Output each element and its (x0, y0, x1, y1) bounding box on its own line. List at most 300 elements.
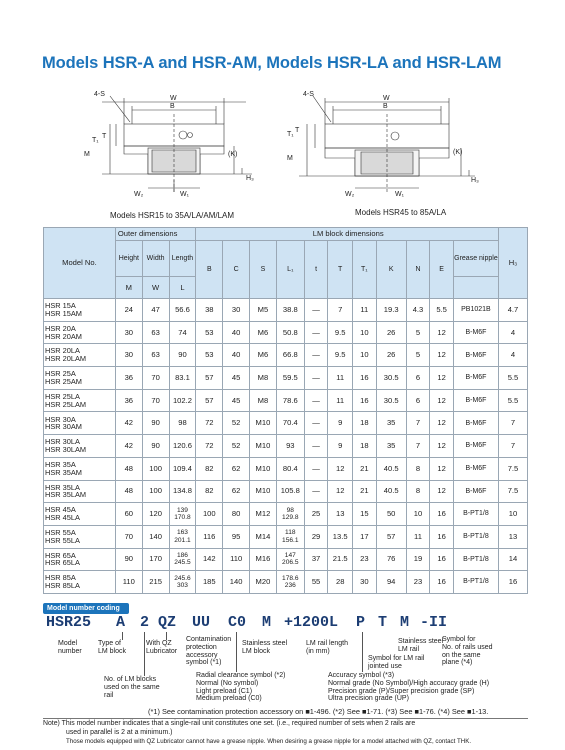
cell-w: 100 (142, 480, 169, 503)
code-accuracy: P (356, 614, 366, 631)
cell-w: 63 (142, 321, 169, 344)
cell-g: B-M6F (453, 389, 498, 412)
model-name: HSR 35A (45, 459, 76, 469)
value-a: 139 (176, 506, 188, 514)
block-diagram-small (82, 84, 272, 204)
value-a: 118 (285, 529, 296, 537)
table-row (44, 321, 528, 344)
cell-t1: 10 (353, 321, 377, 344)
value-b: 236 (284, 582, 296, 590)
cell-k: 30.5 (376, 389, 406, 412)
table-row (44, 457, 528, 480)
cell-k: 26 (376, 321, 406, 344)
cell-s: M20 (250, 571, 277, 594)
cell-s: M10 (250, 480, 277, 503)
code-jointed-rail: T (378, 614, 388, 631)
dim-t1-right: T₁ (287, 131, 294, 138)
header-outer-dimensions: Outer dimensions (115, 228, 195, 241)
dim-w-right: W (383, 95, 390, 102)
model-name: HSR 30A (45, 414, 76, 424)
code-stainless-rail: M (400, 614, 410, 631)
model-cell (44, 525, 116, 548)
cell-e: 16 (430, 503, 454, 526)
value-a: 186 (176, 552, 188, 560)
model-name-alt: HSR 20LAM (45, 354, 87, 364)
model-cell (44, 321, 116, 344)
leader-line (362, 632, 363, 672)
cell-s: M6 (250, 344, 277, 367)
cell-g: B-M6F (453, 344, 498, 367)
header-sym-l: L (169, 277, 196, 299)
cell-t: — (304, 344, 328, 367)
cell-k: 35 (376, 435, 406, 458)
cell-s: M8 (250, 367, 277, 390)
cell-l1 (276, 525, 304, 548)
cell-c: 95 (223, 525, 250, 548)
model-name-alt: HSR 15AM (45, 308, 82, 318)
cell-w: 70 (142, 389, 169, 412)
header-width: Width (142, 241, 169, 277)
model-name-alt: HSR 45LA (45, 513, 80, 523)
cell-h3: 7.5 (498, 457, 527, 480)
table-row (44, 412, 528, 435)
dim-w-left: W (170, 95, 177, 102)
dim-w2-left: W₂ (134, 191, 144, 198)
cell-k: 26 (376, 344, 406, 367)
cell-s: M10 (250, 435, 277, 458)
cell-b: 57 (196, 367, 223, 390)
cell-c: 110 (223, 548, 250, 571)
leader-line (122, 632, 123, 640)
cell-c: 52 (223, 412, 250, 435)
cell-w: 90 (142, 412, 169, 435)
model-cell (44, 480, 116, 503)
cell-l1: 66.8 (276, 344, 304, 367)
cell-e: 16 (430, 525, 454, 548)
cell-t: 13.5 (328, 525, 353, 548)
cell-l: 98 (169, 412, 196, 435)
cell-l1 (276, 571, 304, 594)
value-b: 245.5 (174, 559, 191, 567)
header-sym-0: B (196, 241, 223, 299)
value-b: 129.8 (282, 514, 299, 522)
cell-m: 24 (115, 299, 142, 322)
value-a: 178.6 (282, 574, 299, 582)
cell-h3: 10 (498, 503, 527, 526)
dim-w1-left: W₁ (180, 191, 189, 198)
cell-k: 57 (376, 525, 406, 548)
note-line-2: used in parallel is 2 at a minimum.) (66, 729, 173, 736)
dim-b-left: B (170, 103, 175, 110)
cell-l1: 80.4 (276, 457, 304, 480)
label-qz: With QZ Lubricator (146, 640, 178, 655)
cell-t1: 15 (353, 503, 377, 526)
cell-t: 9.5 (328, 344, 353, 367)
cell-t: 37 (304, 548, 328, 571)
cell-t1: 23 (353, 548, 377, 571)
cell-l (169, 571, 196, 594)
block-diagram-large (285, 84, 485, 204)
cell-n: 8 (406, 457, 430, 480)
cell-h3: 5.5 (498, 389, 527, 412)
model-name: HSR 25A (45, 369, 76, 379)
cell-w: 140 (142, 525, 169, 548)
header-model-no: Model No. (44, 228, 116, 299)
cell-g: B-M6F (453, 321, 498, 344)
model-name-alt: HSR 85LA (45, 581, 80, 591)
cell-t: — (304, 321, 328, 344)
header-block-dimensions: LM block dimensions (196, 228, 499, 241)
cell-c: 45 (223, 389, 250, 412)
label-block-type: Type of LM block (98, 640, 127, 655)
cell-m: 42 (115, 412, 142, 435)
header-grease-nipple: Grease nipple (453, 241, 498, 277)
value-b: 206.5 (282, 559, 299, 567)
value-b: 303 (176, 582, 188, 590)
cell-t: 9 (328, 435, 353, 458)
dim-t-left: T (102, 133, 107, 140)
model-name: HSR 45A (45, 505, 76, 515)
label-num-rails: Symbol for No. of rails used on the same plane (*4) (442, 636, 493, 667)
cell-c: 40 (223, 344, 250, 367)
cell-l: 109.4 (169, 457, 196, 480)
cell-n: 6 (406, 367, 430, 390)
cell-e: 5.5 (430, 299, 454, 322)
cell-c: 140 (223, 571, 250, 594)
cell-l (169, 548, 196, 571)
cell-h3: 7 (498, 412, 527, 435)
header-height: Height (115, 241, 142, 277)
cell-m: 36 (115, 389, 142, 412)
header-sym-5: T (328, 241, 353, 299)
cell-b: 72 (196, 412, 223, 435)
table-row (44, 525, 528, 548)
note-line-3: Those models equipped with QZ Lubricator cannot have a grease nipple. When desiring a grease nipple for a model attached with QZ, contact THK. (66, 738, 472, 745)
cell-t1: 10 (353, 344, 377, 367)
cell-h3: 16 (498, 571, 527, 594)
cell-t: 9 (328, 412, 353, 435)
cell-w: 47 (142, 299, 169, 322)
code-contamination: UU (192, 614, 211, 631)
table-row (44, 571, 528, 594)
leader-line (236, 632, 237, 672)
cell-e: 12 (430, 367, 454, 390)
cell-g: B-PT1/8 (453, 525, 498, 548)
cell-t1: 11 (353, 299, 377, 322)
model-cell (44, 503, 116, 526)
cell-k: 30.5 (376, 367, 406, 390)
cell-t: — (304, 435, 328, 458)
model-name-alt: HSR 35AM (45, 467, 82, 477)
footnote-references: (*1) See contamination protection accessory on ■1-496. (*2) See ■1-71. (*3) See ■1-76. (*4) See ■1-13. (148, 707, 489, 716)
cell-t: 11 (328, 367, 353, 390)
cell-h3: 4 (498, 321, 527, 344)
cell-h3: 4 (498, 344, 527, 367)
model-name-alt: HSR 30AM (45, 422, 82, 432)
table-row (44, 299, 528, 322)
label-stainless-rail: Stainless steel LM rail (398, 638, 444, 653)
cell-k: 40.5 (376, 480, 406, 503)
model-cell (44, 457, 116, 480)
value-b: 170.8 (174, 514, 191, 522)
model-cell (44, 548, 116, 571)
cell-m: 30 (115, 344, 142, 367)
model-cell (44, 367, 116, 390)
note-line-1: Note) This model number indicates that a single-rail unit constitutes one set. (i.e., required number of sets when 2 rails are (43, 720, 416, 727)
dim-m-right: M (287, 155, 293, 162)
cell-g: PB1021B (453, 299, 498, 322)
cell-t: 11 (328, 389, 353, 412)
cell-t: 25 (304, 503, 328, 526)
cell-s: M8 (250, 389, 277, 412)
model-cell (44, 344, 116, 367)
cell-h3: 7.5 (498, 480, 527, 503)
cell-w: 100 (142, 457, 169, 480)
model-name: HSR 65A (45, 550, 76, 560)
model-cell (44, 412, 116, 435)
code-model-number: HSR25 (46, 614, 92, 631)
cell-k: 76 (376, 548, 406, 571)
code-block-type: A (116, 614, 126, 631)
cell-c: 52 (223, 435, 250, 458)
cell-k: 40.5 (376, 457, 406, 480)
cell-m: 70 (115, 525, 142, 548)
leader-line (144, 632, 145, 676)
cell-c: 62 (223, 457, 250, 480)
cell-t: 12 (328, 480, 353, 503)
cell-k: 94 (376, 571, 406, 594)
label-rail-length: LM rail length (in mm) (306, 640, 349, 655)
leader-line (166, 632, 167, 640)
model-name: HSR 20LA (45, 346, 80, 356)
label-num-blocks: No. of LM blocks used on the same rail (104, 676, 160, 699)
model-cell (44, 435, 116, 458)
cell-l1: 105.8 (276, 480, 304, 503)
table-row (44, 503, 528, 526)
cell-s: M10 (250, 457, 277, 480)
cell-l: 134.8 (169, 480, 196, 503)
cell-g: B-PT1/8 (453, 548, 498, 571)
cell-h3: 7 (498, 435, 527, 458)
table-row (44, 435, 528, 458)
dim-k-right: (K) (453, 149, 463, 156)
label-contamination: Contamination protection accessory symbol (*1) (186, 636, 232, 667)
cell-l: 120.6 (169, 435, 196, 458)
cell-n: 5 (406, 344, 430, 367)
header-sym-7: K (376, 241, 406, 299)
cell-t1: 17 (353, 525, 377, 548)
value-b: 201.1 (174, 536, 191, 544)
cell-m: 90 (115, 548, 142, 571)
divider (43, 718, 528, 719)
dim-t1-left: T₁ (92, 137, 99, 144)
cell-c: 62 (223, 480, 250, 503)
cell-m: 60 (115, 503, 142, 526)
dim-w2-right: W₂ (345, 191, 355, 198)
model-name-alt: HSR 55LA (45, 535, 80, 545)
cell-b: 38 (196, 299, 223, 322)
header-sym-2: S (250, 241, 277, 299)
cell-m: 110 (115, 571, 142, 594)
cell-e: 12 (430, 412, 454, 435)
model-name: HSR 30LA (45, 437, 80, 447)
cell-l: 83.1 (169, 367, 196, 390)
cell-n: 19 (406, 548, 430, 571)
dim-t-right: T (295, 127, 300, 134)
cell-c: 40 (223, 321, 250, 344)
dim-w1-right: W₁ (395, 191, 404, 198)
code-num-rails: -II (420, 614, 448, 631)
cell-t: — (304, 299, 328, 322)
cell-t1: 16 (353, 389, 377, 412)
cell-s: M6 (250, 321, 277, 344)
cell-c: 30 (223, 299, 250, 322)
header-sym-3: L₁ (276, 241, 304, 299)
cell-e: 16 (430, 571, 454, 594)
cell-n: 5 (406, 321, 430, 344)
cell-b: 72 (196, 435, 223, 458)
cell-t: 28 (328, 571, 353, 594)
cell-n: 8 (406, 480, 430, 503)
cell-t1: 16 (353, 367, 377, 390)
model-name-alt: HSR 25AM (45, 376, 82, 386)
cell-m: 30 (115, 321, 142, 344)
table-row (44, 389, 528, 412)
model-name-alt: HSR 30LAM (45, 444, 87, 454)
model-name-alt: HSR 35LAM (45, 490, 87, 500)
cell-t: 13 (328, 503, 353, 526)
dim-h3-right: H₃ (471, 177, 479, 184)
cell-k: 50 (376, 503, 406, 526)
cell-t: 7 (328, 299, 353, 322)
cell-e: 12 (430, 321, 454, 344)
cell-b: 82 (196, 457, 223, 480)
cell-e: 12 (430, 457, 454, 480)
label-jointed-rail: Symbol for LM rail jointed use (368, 655, 425, 670)
header-sym-w: W (142, 277, 169, 299)
model-name-alt: HSR 20AM (45, 331, 82, 341)
cell-l1: 50.8 (276, 321, 304, 344)
cell-l1: 38.8 (276, 299, 304, 322)
cell-n: 4.3 (406, 299, 430, 322)
page-title: Models HSR-A and HSR-AM, Models HSR-LA and HSR-LAM (42, 54, 502, 72)
cell-n: 6 (406, 389, 430, 412)
cell-e: 12 (430, 480, 454, 503)
cell-t1: 18 (353, 435, 377, 458)
cell-b: 185 (196, 571, 223, 594)
cell-b: 100 (196, 503, 223, 526)
label-model-number: Model number (58, 640, 82, 655)
cell-n: 10 (406, 503, 430, 526)
code-rail-length: +1200L (284, 614, 339, 631)
header-sym-1: C (223, 241, 250, 299)
cell-w: 70 (142, 367, 169, 390)
cell-s: M12 (250, 503, 277, 526)
dim-k-left: (K) (228, 151, 238, 158)
cell-h3: 13 (498, 525, 527, 548)
cell-s: M5 (250, 299, 277, 322)
cell-l1 (276, 503, 304, 526)
dim-4s-left: 4-S (94, 91, 105, 98)
model-name: HSR 35LA (45, 482, 80, 492)
cell-h3: 14 (498, 548, 527, 571)
cell-g: B-PT1/8 (453, 571, 498, 594)
cell-w: 120 (142, 503, 169, 526)
cell-l: 90 (169, 344, 196, 367)
cell-t1: 30 (353, 571, 377, 594)
cell-t1: 21 (353, 480, 377, 503)
model-name-alt: HSR 65LA (45, 558, 80, 568)
cell-t1: 21 (353, 457, 377, 480)
cell-t: — (304, 457, 328, 480)
code-stainless-block: M (262, 614, 272, 631)
cell-e: 12 (430, 435, 454, 458)
cell-w: 63 (142, 344, 169, 367)
cell-g: B-M6F (453, 480, 498, 503)
cell-g: B-M6F (453, 367, 498, 390)
model-name-alt: HSR 25LAM (45, 399, 87, 409)
value-a: 245.6 (174, 574, 191, 582)
model-cell (44, 571, 116, 594)
model-coding-header: Model number coding (43, 603, 129, 614)
cell-e: 12 (430, 344, 454, 367)
cell-t: — (304, 389, 328, 412)
cell-g: B-M6F (453, 435, 498, 458)
cell-m: 36 (115, 367, 142, 390)
cell-k: 19.3 (376, 299, 406, 322)
model-cell (44, 389, 116, 412)
diagram-caption-left: Models HSR15 to 35A/LA/AM/LAM (110, 211, 235, 220)
cell-m: 42 (115, 435, 142, 458)
cell-t: 12 (328, 457, 353, 480)
cell-l1: 78.6 (276, 389, 304, 412)
label-clearance: Radial clearance symbol (*2) Normal (No symbol) Light preload (C1) Medium preload (C0) (196, 672, 286, 703)
cell-b: 142 (196, 548, 223, 571)
cell-h3: 5.5 (498, 367, 527, 390)
header-h3: H₃ (498, 228, 527, 299)
model-name: HSR 15A (45, 301, 76, 311)
cell-n: 11 (406, 525, 430, 548)
cell-t: 21.5 (328, 548, 353, 571)
cell-s: M14 (250, 525, 277, 548)
cell-e: 16 (430, 548, 454, 571)
header-sym-8: N (406, 241, 430, 299)
cell-l1: 93 (276, 435, 304, 458)
cell-b: 57 (196, 389, 223, 412)
cell-h3: 4.7 (498, 299, 527, 322)
dimension-table (43, 227, 528, 594)
cell-g: B-PT1/8 (453, 503, 498, 526)
cell-e: 12 (430, 389, 454, 412)
cell-t: 55 (304, 571, 328, 594)
label-accuracy: Accuracy symbol (*3) Normal grade (No Symbol)/High accuracy grade (H) Precision grade (P)/Super precision grade (SP) Ultra precision grade (UP) (328, 672, 490, 703)
dim-m-left: M (84, 151, 90, 158)
cell-t: — (304, 412, 328, 435)
cell-n: 23 (406, 571, 430, 594)
cell-l (169, 525, 196, 548)
header-sym-6: T₁ (353, 241, 377, 299)
cell-l: 56.6 (169, 299, 196, 322)
value-a: 147 (284, 552, 296, 560)
cell-b: 116 (196, 525, 223, 548)
table-row (44, 344, 528, 367)
cell-b: 82 (196, 480, 223, 503)
cell-s: M10 (250, 412, 277, 435)
header-length: Length (169, 241, 196, 277)
table-row (44, 548, 528, 571)
dim-4s-right: 4-S (303, 91, 314, 98)
cell-s: M16 (250, 548, 277, 571)
